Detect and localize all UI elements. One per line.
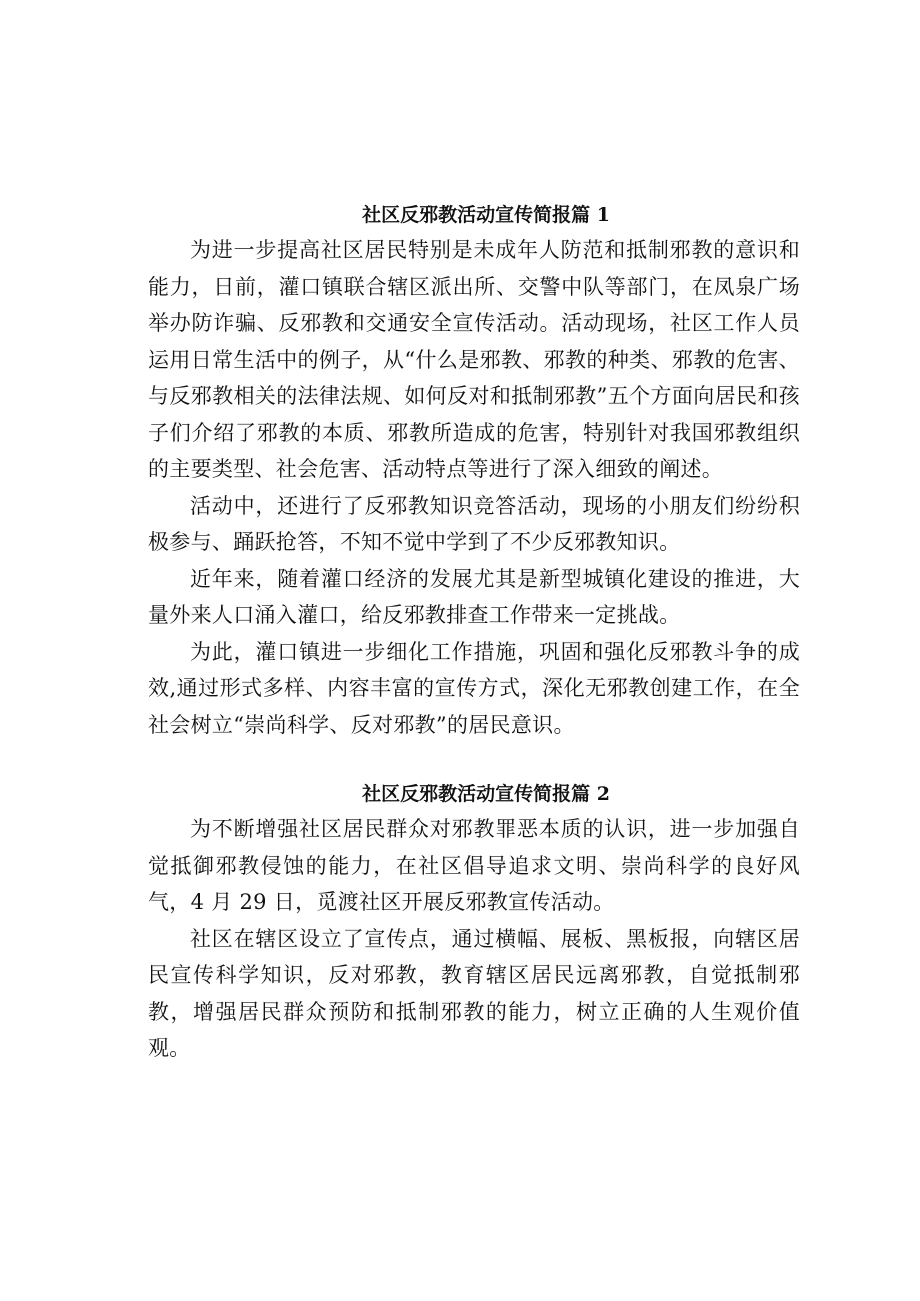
- article-paragraph: 社区在辖区设立了宣传点，通过横幅、展板、黑板报，向辖区居民宣传科学知识，反对邪教，教育辖区居民远离邪教，自觉抵制邪教，增强居民群众预防和抵制邪教的能力，树立正确的人生观价值观。: [148, 926, 800, 1060]
- article-paragraph: 为进一步提高社区居民特别是未成年人防范和抵制邪教的意识和能力，日前，灌口镇联合辖区派出所、交警中队等部门，在凤泉广场举办防诈骗、反邪教和交通安全宣传活动。活动现场，社区工作人员运用日常生活中的例子，从“什么是邪教、邪教的种类、邪教的危害、与反邪教相关的法律法规、如何反对和抵制邪教”五个方面向居民和孩子们介绍了邪教的本质、邪教所造成的危害，特别针对我国邪教组织的主要类型、社会危害、活动特点等进行了深入细致的阐述。: [148, 238, 800, 481]
- article-section-1: [148, 198, 800, 743]
- article-title: 社区反邪教活动宣传简报篇 2: [362, 783, 610, 805]
- document-body: [148, 198, 800, 1067]
- article-paragraph: 近年来，随着灌口经济的发展尤其是新型城镇化建设的推进，大量外来人口涌入灌口，给反邪教排查工作带来一定挑战。: [148, 566, 800, 627]
- article-paragraph: 为不断增强社区居民群众对邪教罪恶本质的认识，进一步加强自觉抵御邪教侵蚀的能力，在社区倡导追求文明、崇尚科学的良好风气，4 月 29 日，觅渡社区开展反邪教宣传活动。: [148, 817, 800, 914]
- article-title: 社区反邪教活动宣传简报篇 1: [362, 204, 610, 226]
- article-section-2: [148, 777, 800, 1067]
- article-paragraph: 为此，灌口镇进一步细化工作措施，巩固和强化反邪教斗争的成效,通过形式多样、内容丰富的宣传方式，深化无邪教创建工作，在全社会树立“崇尚科学、反对邪教”的居民意识。: [148, 639, 800, 737]
- article-paragraph: 活动中，还进行了反邪教知识竞答活动，现场的小朋友们纷纷积极参与、踊跃抢答，不知不觉中学到了不少反邪教知识。: [148, 493, 800, 554]
